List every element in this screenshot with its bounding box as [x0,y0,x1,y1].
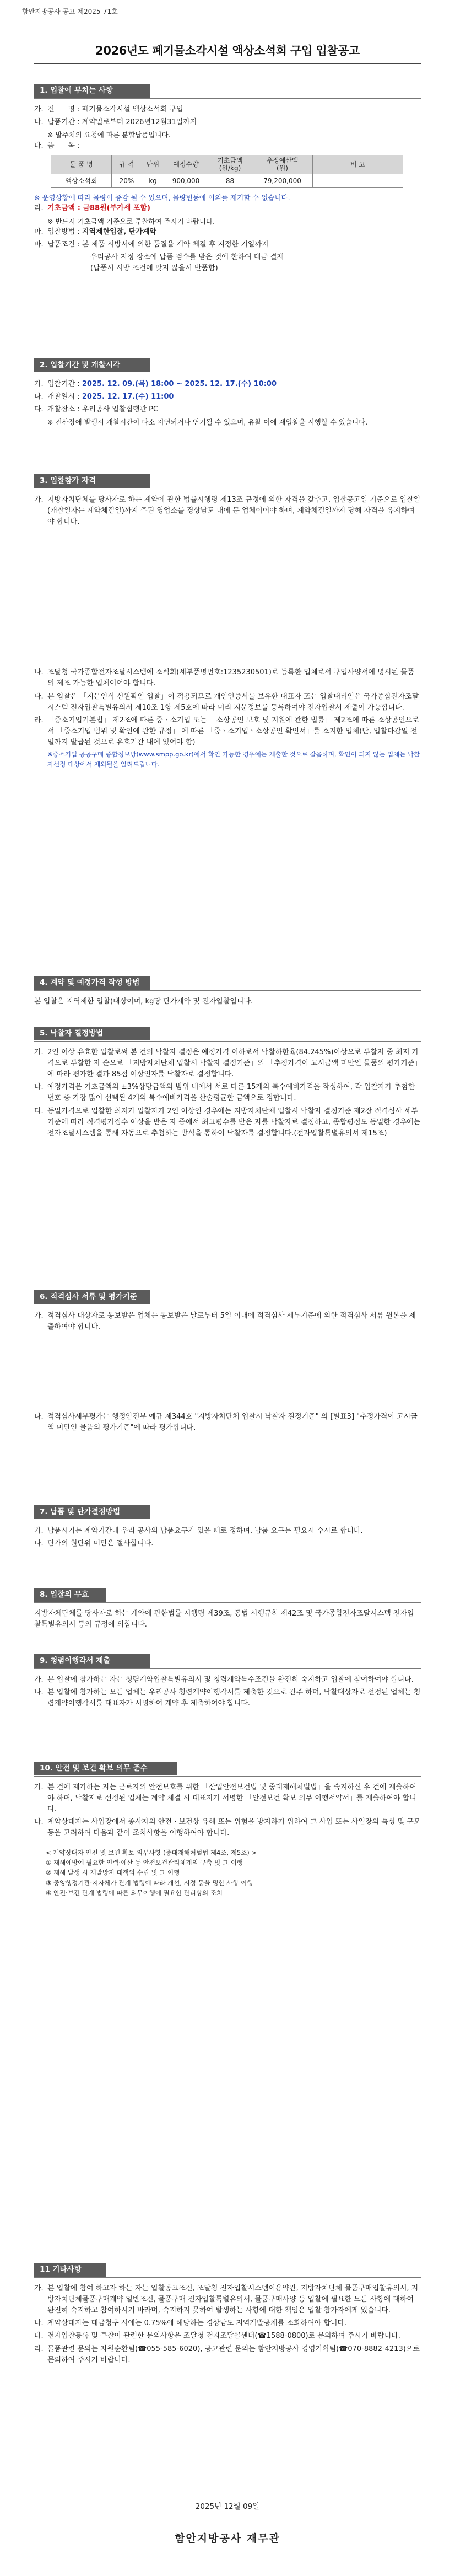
section-divider [34,1602,421,1603]
page-title: 2026년도 폐기물소각시설 액상소석회 구입 입찰공고 [95,44,360,57]
item-label: 품 목 : [47,141,82,150]
table-cell: kg [142,174,164,188]
title-divider [34,63,421,64]
section-safety-health [34,1762,421,1902]
box-line: ③ 중앙행정기관·지자체가 관계 법령에 따라 개선, 시정 등을 명한 사항 이행 [46,1879,253,1887]
table-cell: 79,200,000 [252,174,313,188]
section-divider [34,1668,421,1669]
misc-c: 전자입찰등록 및 투찰이 관련한 문의사항은 조달청 전자조달콜센터(☎1588-0800)로 문의하여 주시기 바랍니다. [47,2332,400,2341]
selection-c: 동일가격으로 입찰한 최저가 입찰자가 2인 이상인 경우에는 지방자치단체 입찰시 낙찰자 결정기준 제2장 적격심사 세부기준에 따라 적격평가점수 이상을 받은 자 중에서 최고평수를 받은 자를 낙찰자로 결정하고, 종합평점도 동일한 경우에는 전자조달시스템을 통해 자동으로 추첨하는 방식을 통하여 낙찰자를 결정합니다.(전자입찰특별유의서 제15조) [47,1107,421,1137]
delivery-period: 계약일로부터 2026년12월31일까지 [82,118,197,127]
section-heading: 4. 계약 및 예정가격 작성 방법 [34,976,150,990]
item-label: 개찰일시 : [47,393,82,401]
table-cell: 88 [208,174,252,188]
eligibility-d: 「중소기업기본법」 제2조에 따른 중ㆍ소기업 또는 「소상공인 보호 및 지원에 관한 법률」 제2조에 따른 소상공인으로서 「중소기업 범위 및 확인에 관한 규정」 에 따른 「중ㆍ소기업ㆍ소상공인 확인서」를 소지한 업체(단, 입찰마감일 전일까지 발급된 것으로 유효기간 내에 있어야 함) [47,716,419,747]
table-row [51,174,403,188]
safety-obligations-box [40,1844,348,1902]
section-heading: 7. 납품 및 단가결정방법 [34,1505,150,1519]
item-marker: 나. [34,1688,44,1697]
section-bid-period [34,358,421,428]
box-line: ② 재해 발생 시 재발방지 대책의 수립 및 그 이행 [46,1869,180,1877]
item-marker: 나. [34,1413,44,1421]
opening-place: 우리공사 입찰집행관 PC [82,405,159,414]
eligibility-c: 본 입찰은 「지문인식 신원확인 입찰」이 적용되므로 개인인증서를 보유한 대표자 또는 입찰대리인은 국가종합전자조달시스템 전자입찰특별유의서 제10조 1항 제5호에 따라 미리 지문정보를 등록하여야 전자입찰서 제출이 가능합니다. [47,692,419,712]
section-invalid-bids [34,1588,421,1632]
item-label: 개찰장소 : [47,405,82,414]
bid-method: 지역제한입찰, 단가계약 [82,227,156,236]
item-marker: 라. [34,716,44,724]
item-marker: 다. [34,692,44,701]
section-heading: 5. 낙찰자 결정방법 [34,1027,150,1040]
safety-b: 계약상대자는 사업장에서 종사자의 안전ㆍ보건상 유해 또는 위험을 방지하기 위하여 그 사업 또는 사업장의 특성 및 규모 등을 고려하여 다음과 같이 조치사항을 이행하여야 합니다. [47,1818,421,1838]
box-line: ① 재해예방에 필요한 인력·예산 등 안전보건관리체계의 구축 및 그 이행 [46,1859,243,1867]
delivery-b: 단가의 원단위 미만은 절사합니다. [47,1539,154,1548]
item-marker: 나. [34,2319,44,2328]
item-marker: 다. [34,405,44,414]
item-marker: 나. [34,1539,44,1548]
table-cell [313,174,403,188]
item-marker: 가. [34,1311,44,1320]
section-bid-items [34,84,421,275]
section-heading: 6. 적격심사 서류 및 평가기준 [34,1290,150,1304]
col-header: 물 품 명 [51,155,112,174]
section-divider [34,1776,421,1777]
item-marker: 나. [34,1818,44,1827]
misc-a: 본 입찰에 참여 하고자 하는 자는 입찰공고조건, 조달청 전자입찰시스템이용약관, 지방자치단체 물품구매입찰유의서, 지방자치단체물품구매계약 일반조건, 물품구매 전자입찰특별유의서, 물품구매사양 등 입찰에 필요한 모든 사항에 대하여 완전히 숙지하고 참여하시기 바라며, 숙지하지 못하여 발생하는 사항에 대한 책임은 입찰 참가자에게 있습니다. [47,2284,419,2315]
integrity-a: 본 입찰에 참가하는 자는 청렴계약입찰특별유의서 및 청렴계약특수조건을 완전히 숙지하고 입찰에 참여하여야 합니다. [47,1675,414,1684]
selection-a: 2인 이상 유효한 입찰로써 본 건의 낙찰자 결정은 예정가격 이하로서 낙찰하한율(84.245%)이상으로 투찰자 중 최저 가격으로 투찰한 자 순으로 「지방자치단체 입찰시 낙찰자 결정기준」의 「추정가격이 고시금액 미만인 물품의 평가기준」에 따라 평가한 결과 85점 이상인자를 낙찰자로 결정합니다. [47,1048,419,1079]
section-heading: 3. 입찰참가 자격 [34,474,150,488]
item-marker: 마. [34,227,44,236]
table-cell: 20% [112,174,142,188]
project-name: 폐기물소각시설 액상소석회 구입 [82,105,183,114]
section-contract-method [34,976,421,1009]
item-marker: 가. [34,1048,44,1056]
col-header: 기초금액 (원/kg) [208,155,252,174]
section-heading: 8. 입찰의 무효 [34,1588,106,1602]
section-heading: 2. 입찰기간 및 개찰시각 [34,358,150,372]
screening-a: 적격심사 대상자로 통보받은 업체는 통보받은 날로부터 5일 이내에 적격심사 세부기준에 의한 적격심사 서류 원본을 제출하여야 합니다. [47,1311,416,1332]
section-delivery-price [34,1505,421,1551]
item-marker: 나. [34,1083,44,1092]
table-header-row [51,155,403,174]
table-cell: 액상소석회 [51,174,112,188]
section-heading: 1. 입찰에 부치는 사항 [34,84,150,98]
item-label: 납품기간 : [47,118,82,127]
section-misc [34,2263,421,2368]
items-table [51,155,403,188]
section-heading: 10. 안전 및 보건 확보 의무 준수 [34,1762,177,1775]
safety-a: 본 건에 재가하는 자는 근로자의 안전보호를 위한 「산업안전보건법 및 중대재해처벌법」을 숙지하신 후 건에 제출하여야 하며, 낙찰자로 선정된 업체는 계약 체결 시 대표자가 서명한 「안전보건 확보 의무 이행서약서」를 제출하여야 합니다. [47,1783,416,1814]
blank-space [34,529,421,667]
item-marker: 나. [34,118,44,127]
item-marker: 가. [34,1783,44,1791]
col-header: 추정예산액 (원) [252,155,313,174]
section-divider [34,2277,421,2278]
contract-method-text: 본 입찰은 지역제한 입찰(대상이며, kg당 단가계약 및 전자입찰입니다. [34,997,253,1006]
item-label: 납품조건 : [47,240,82,249]
section-divider [34,98,421,99]
item-marker: 가. [34,2284,44,2293]
screening-b: 적격심사세부평가는 행정안전부 예규 제344호 "지방자치단체 입찰시 낙찰자 결정기준" 의 [별표3] "추정가격이 고시금액 미만인 물품의 평가기준"에 따라 평가합니다. [47,1413,418,1432]
delivery-a: 납품시기는 계약기간내 우리 공사의 납품요구가 있을 때로 정하며, 납품 요구는 필요시 수시로 합니다. [47,1526,363,1535]
col-header: 규 격 [112,155,142,174]
selection-b: 예정가격은 기초금액의 ±3%상당금액의 범위 내에서 서로 다른 15개의 복수예비가격을 작성하여, 각 입찰자가 추첨한 번호 중 가장 많이 선택된 4개의 복수예비가격을 산술평균한 금액으로 정합니다. [47,1083,415,1103]
opening-datetime: 2025. 12. 17.(수) 11:00 [82,393,174,401]
notice-number: 함안지방공사 공고 제2025-71호 [22,8,118,15]
delivery-terms: 본 제품 시방서에 의한 품질을 계약 체결 후 지정한 기일까지 [82,240,269,249]
item-label: 건 명 : [47,105,82,114]
section-divider [34,990,421,991]
section-screening-docs [34,1290,421,1435]
delivery-terms-cont: 우리공사 지정 장소에 납품 검수를 받은 것에 한하여 대금 결재 [90,253,284,262]
section-heading: 11 기타사항 [34,2263,106,2277]
item-marker: 다. [34,141,44,150]
box-line: ④ 안전·보건 관계 법령에 따른 의무이행에 필요한 관리상의 조치 [46,1889,223,1897]
section-integrity-pledge [34,1654,421,1711]
col-header: 단위 [142,155,164,174]
integrity-b: 본 입찰에 참가하는 모든 업체는 우리공사 청렴계약이행각서를 제출한 것으로 간주 하며, 낙찰대상자로 선정된 업체는 청렴계약이행각서를 대표자가 서명하여 계약 후 제출하여야 합니다. [47,1688,421,1708]
item-label: 입찰방법 : [47,227,82,236]
eligibility-a: 지방자치단체를 당사자로 하는 계약에 관한 법률시행령 제13조 규정에 의한 자격을 갖추고, 입찰공고일 기준으로 입찰일(개찰일자는 계약체결일)까지 주된 영업소를 경상남도 내에 둔 업체이어야 하며, 계약체결일까지 당해 자격을 유지하여야 합니다. [47,495,421,527]
eligibility-b: 조달청 국가종합전자조달시스템에 소석회(세부품명번호:1235230501)로 등록한 업체로서 구입사양서에 명시된 물품의 제조 가능한 업체이어야 합니다. [47,668,415,688]
item-label: 기초금액 : [47,204,83,213]
section-winner-selection [34,1027,421,1141]
notice-date: 2025년 12월 09일 [195,2502,260,2511]
box-title: < 계약상대자 안전 및 보건 확보 의무사항 (중대재해처벌법 제4조, 제5조) > [46,1848,257,1856]
item-marker: 나. [34,393,44,401]
item-label: 입찰기간 : [47,379,82,388]
item-marker: 가. [34,1675,44,1684]
bid-period: 2025. 12. 09.(목) 18:00 ~ 2025. 12. 17.(수) 10:00 [82,379,277,388]
item-marker: 가. [34,1526,44,1535]
section-divider [34,1041,421,1042]
item-marker: 바. [34,240,44,249]
blank-space [34,1334,421,1412]
section-heading: 9. 청렴이행각서 제출 [34,1654,150,1668]
invalid-bids-text: 지방자체단체를 당사자로 하는 계약에 관한법률 시행령 제39조, 동법 시행규칙 제42조 및 국가종합전자조달시스템 전자입찰특별유의서 등의 규정에 의합니다. [34,1609,414,1629]
item-marker: 라. [34,204,44,213]
col-header: 비 고 [313,155,403,174]
outage-note: ※ 전산장애 발생시 개찰시간이 다소 지연되거나 연기될 수 있으며, 유찰 이에 재입찰을 시행할 수 있습니다. [47,418,368,427]
section-eligibility [34,474,421,770]
misc-b: 계약상대자는 대금청구 시에는 0.75%에 해당하는 경상남도 지역개발공채를 소화하여야 합니다. [47,2319,347,2328]
quantity-warning: ※ 운영상황에 따라 물량이 증감 될 수 있으며, 물량변동에 이의를 제기할 수 없습니다. [34,194,290,202]
misc-d: 물품관련 문의는 자원순환팀(☎055-585-6020), 공고관련 문의는 함안지방공사 경영기획팀(☎070-8882-4213)으로 문의하여 주시기 바랍니다. [47,2344,420,2364]
item-marker: 라. [34,2344,44,2353]
delivery-terms-cont: (납품시 시방 조건에 맞지 않을시 반품함) [90,264,218,273]
item-marker: 다. [34,1107,44,1115]
base-price: 금88원(부가세 포함) [83,204,150,213]
issuing-organization: 함안지방공사 재무관 [175,2532,280,2545]
col-header: 예정수량 [164,155,208,174]
item-marker: 나. [34,668,44,677]
item-marker: 가. [34,379,44,388]
table-cell: 900,000 [164,174,208,188]
base-price-note: ※ 반드시 기초금액 기준으로 투찰하여 주시기 바랍니다. [47,217,215,226]
sme-note: ※중소기업 공공구매 종합정보망(www.smpp.go.kr)에서 확인 가능한 경우에는 제출한 것으로 갈음하며, 확인이 되지 않는 업체는 낙찰자선정 대상에서 제외될을 알려드립니다. [47,750,420,769]
item-marker: 가. [34,495,44,504]
item-marker: 다. [34,2332,44,2341]
item-marker: 가. [34,105,44,114]
delivery-note: ※ 발주처의 요청에 따른 분할납품입니다. [47,131,171,139]
